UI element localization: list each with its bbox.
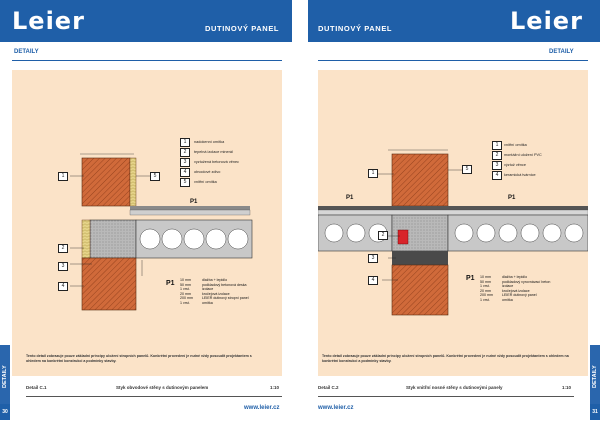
legend-num-3: 3: [180, 158, 190, 167]
legend-num-1: 1: [492, 141, 502, 150]
spec-material: kročejová izolace: [502, 288, 530, 293]
spec-material: omítka: [502, 297, 513, 302]
callout-1: 1: [58, 172, 68, 181]
callout-3: 3: [368, 254, 378, 263]
panel-label-right: P1: [508, 195, 516, 201]
detail-title: Styk vnitřní nosné stěny s dutinovými panely: [406, 385, 503, 390]
page-header-title: DUTINOVÝ PANEL: [205, 24, 280, 33]
side-tab-label: DETAILY: [2, 365, 8, 388]
legend-num-2: 2: [492, 151, 502, 160]
spec-list: [180, 278, 270, 306]
legend-text-4: obvodové zdivo: [194, 170, 221, 174]
detail-code: Detail C.1: [26, 385, 47, 390]
legend-text-3: vyztužená betonová věnec: [194, 160, 239, 164]
brand-logo[interactable]: Leier: [510, 7, 583, 35]
spec-material: dlažba + lepidlo: [202, 278, 228, 282]
disclaimer-note: Tento detail zobrazuje pouze základní principy uložení stropních panelů. Konkrétní provedení je nutné vždy posoudit projektantem s ohledem na konkrétní konstrukci a podmínky stavby.: [322, 354, 569, 363]
callout-4: 4: [368, 276, 378, 285]
legend-text-3: výztuž věnce: [504, 163, 526, 167]
brand-logo[interactable]: Leier: [12, 7, 85, 35]
detail-scale: 1:10: [270, 385, 280, 390]
spec-material: izolace: [502, 284, 514, 289]
callout-5: 5: [150, 172, 160, 181]
spec-title: P1: [166, 280, 175, 287]
spec-thickness: 1 vrst.: [180, 300, 190, 305]
legend-num-4: 4: [180, 168, 190, 177]
website-link[interactable]: www.leier.cz: [318, 405, 354, 411]
detail-drawing: [12, 70, 282, 376]
footer-row: [318, 385, 574, 395]
spec-thickness: 1 vrst.: [480, 297, 490, 302]
spec-thickness: 50 mm: [480, 279, 491, 284]
detail-title: Styk obvodové stěny s dutinovým panelem: [116, 385, 209, 390]
spec-thickness: 20 mm: [180, 291, 191, 296]
spec-thickness: 20 mm: [480, 288, 491, 293]
footer-row: [26, 385, 282, 395]
detail-drawing: [318, 70, 588, 376]
section-title: DETAILY: [14, 49, 39, 55]
legend-text-2: tepelná izolace minerál: [194, 150, 233, 154]
panel-label-left: P1: [346, 195, 354, 201]
spec-thickness: 50 mm: [180, 282, 191, 287]
spec-thickness: 1 vrst.: [480, 284, 490, 289]
detail-scale: 1:10: [562, 385, 572, 390]
page-header-title: DUTINOVÝ PANEL: [318, 24, 393, 33]
spec-thickness: 10 mm: [180, 278, 191, 282]
panel-label: P1: [190, 199, 198, 205]
spec-material: izolace: [202, 287, 214, 292]
legend-num-3: 3: [492, 161, 502, 170]
legend-num-5: 5: [180, 178, 190, 187]
legend-text-5: vnitřní omítka: [194, 180, 217, 184]
legend-text-1: nadokenní omítka: [194, 140, 225, 144]
spec-material: LEIER dutinový stropní panel: [202, 296, 249, 301]
callout-4: 4: [58, 282, 68, 291]
page-number: 30: [0, 404, 10, 420]
spec-material: podkladový vyrovnávací beton: [502, 279, 551, 284]
website-link[interactable]: www.leier.cz: [244, 405, 280, 411]
spec-thickness: 200 mm: [480, 293, 493, 298]
callout-3: 3: [58, 262, 68, 271]
spec-title: P1: [466, 275, 475, 282]
spec-material: kročejová izolace: [202, 291, 230, 296]
callout-2: 2: [378, 231, 388, 240]
page-number: 31: [590, 404, 600, 420]
spec-list: [480, 275, 580, 303]
section-divider: [318, 60, 588, 61]
legend-text-1: vnitřní omítka: [504, 143, 527, 147]
spec-material: podkladový betonová deska: [202, 282, 247, 287]
callout-2: 2: [58, 244, 68, 253]
legend-num-1: 1: [180, 138, 190, 147]
detail-code: Detail C.2: [318, 385, 339, 390]
legend-num-4: 4: [492, 171, 502, 180]
spec-material: dlažba + lepidlo: [502, 275, 528, 279]
legend-text-2: montážní uložení PVC: [504, 153, 542, 157]
section-divider: [12, 60, 282, 61]
side-tab-label: DETAILY: [592, 365, 598, 388]
section-title: DETAILY: [549, 49, 574, 55]
spec-material: LEIER dutinový panel: [502, 293, 537, 298]
legend-text-4: keramická tvárnice: [504, 173, 536, 177]
spec-thickness: 1 vrst.: [180, 287, 190, 292]
callout-1: 1: [368, 169, 378, 178]
legend-num-2: 2: [180, 148, 190, 157]
callout-5: 5: [462, 165, 472, 174]
disclaimer-note: Tento detail zobrazuje pouze základní principy uložení stropních panelů. Konkrétní provedení je nutné vždy posoudit projektantem s ohledem na konkrétní konstrukci a podmínky stavby.: [26, 354, 252, 363]
footer-divider: [26, 396, 282, 397]
footer-divider: [318, 396, 574, 397]
spec-thickness: 200 mm: [180, 296, 193, 301]
spec-thickness: 10 mm: [480, 275, 491, 279]
spec-material: omítka: [202, 300, 213, 305]
